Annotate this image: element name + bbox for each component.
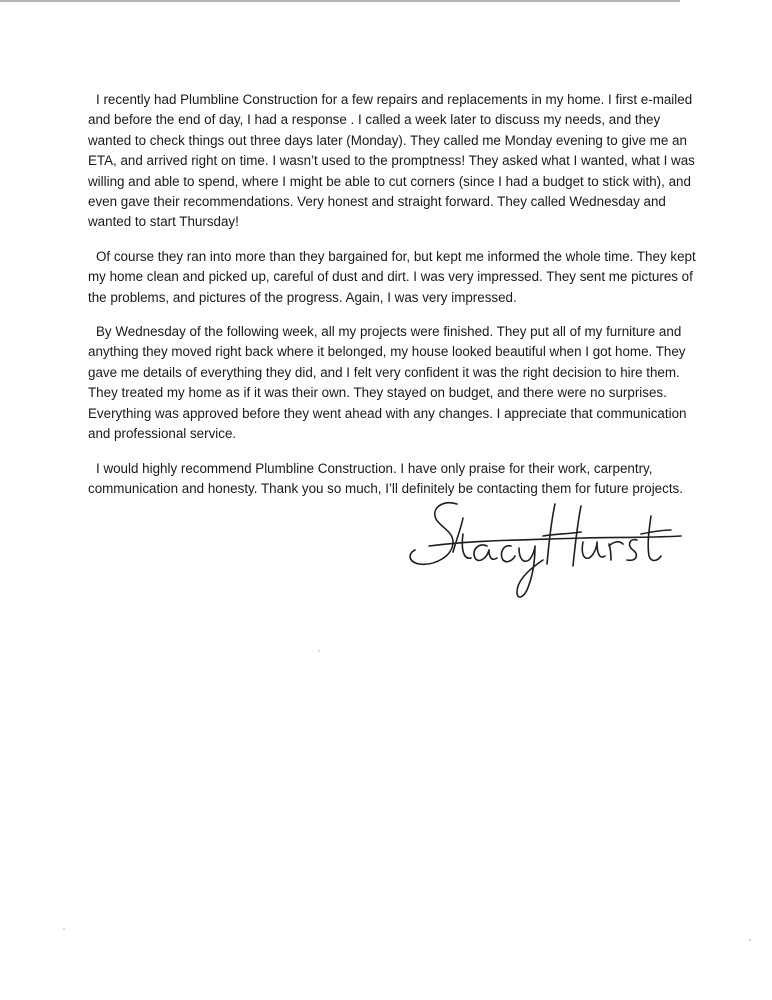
scan-edge-line (0, 0, 680, 2)
letter-paragraph-2: Of course they ran into more than they bargained for, but kept me informed the whole time. They kept my home clean and picked up, careful of dust and dirt. I was very impressed. They sent me pictures of the problems, and pictures of the progress. Again, I was very impressed. (88, 248, 696, 305)
letter-paragraph-1: I recently had Plumbline Construction for a few repairs and replacements in my home. I first e-mailed and before the end of day, I had a response . I called a week later to discuss my needs, and they wanted to check things out three days later (Monday). They called me Monday evening to give me an ETA, and arrived right on time. I wasn’t used to the promptness! They asked what I wanted, what I was willing and able to spend, where I might be able to cut corners (since I had a budget to stick with), and even gave their recommendations. Very honest and straight forward. They called Wednesday and wanted to start Thursday! (88, 92, 695, 230)
letter-paragraph-3: By Wednesday of the following week, all my projects were finished. They put all of my furniture and anything they moved right back where it belonged, my house looked beautiful when I got home. They gave me details of everything they did, and I felt very confident it was the right decision to hire them. They treated my home as if it was their own. They stayed on budget, and there were no surprises. Everything was approved before they went ahead with any changes. I appreciate that communication and professional service. (88, 324, 687, 442)
scan-speck (318, 650, 320, 652)
letter-body (88, 90, 700, 513)
handwritten-signature (405, 494, 695, 606)
scan-speck (749, 939, 751, 941)
scan-speck (63, 928, 65, 930)
letter-paragraph-4: I would highly recommend Plumbline Construction. I have only praise for their work, carpentry, communication and honesty. Thank you so much, I’ll definitely be contacting them for future projects. (88, 460, 683, 496)
